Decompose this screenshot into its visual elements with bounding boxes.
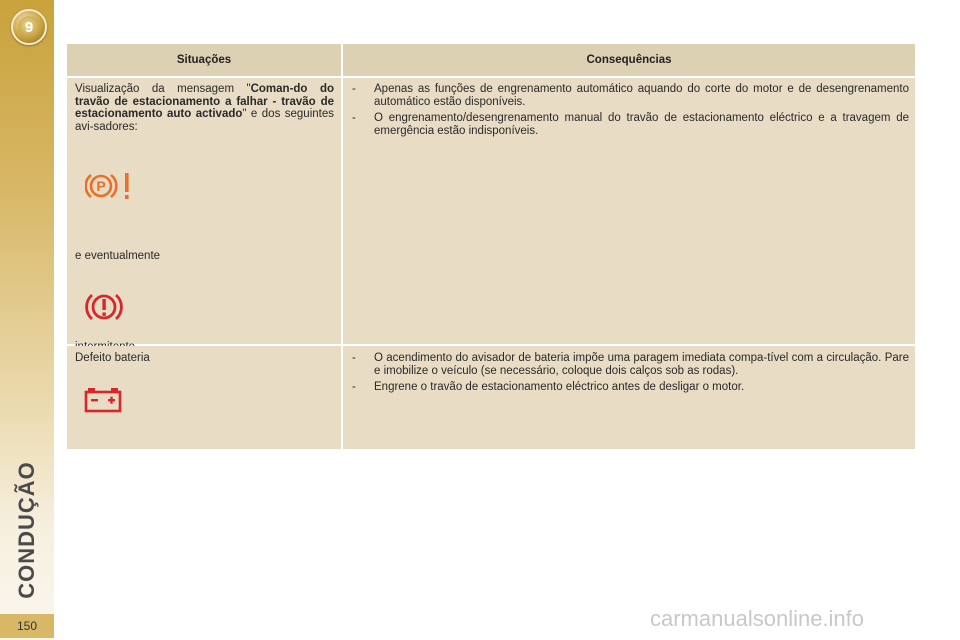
consequence-item: - Engrene o travão de estacionamento eléctrico antes de desligar o motor. bbox=[352, 381, 745, 393]
header-consequences: Consequências bbox=[343, 44, 915, 76]
svg-text:P: P bbox=[96, 178, 106, 194]
watermark: carmanualsonline.info bbox=[650, 606, 865, 631]
consequence-cell-parking-brake bbox=[343, 78, 915, 344]
consequence-cell-battery bbox=[343, 346, 915, 449]
situation-cell-parking-brake bbox=[67, 78, 341, 344]
chapter-side-tab bbox=[0, 0, 54, 640]
warnings-table bbox=[67, 44, 915, 449]
chapter-title-text: CONDUÇÃO bbox=[14, 461, 39, 599]
parking-brake-warning-icon bbox=[85, 170, 135, 202]
situation-battery-text: Defeito bateria bbox=[75, 352, 150, 364]
consequence-item: - O engrenamento/desengrenamento manual do travão de estacionamento eléctrico e a travagem de emergência estão indisponíveis. bbox=[352, 112, 909, 137]
chapter-badge bbox=[11, 9, 47, 45]
consequence-item: - Apenas as funções de engrenamento automático aquando do corte do motor e de desengrenamento automático estão disponíveis. bbox=[352, 83, 909, 108]
consequence-item: - O acendimento do avisador de bateria impõe uma paragem imediata compa-tível com a circulação. Pare e imobilize o veículo (se necessário, coloque dois calços sob as rodas). bbox=[352, 352, 909, 377]
situation-eventually-label: e eventualmente bbox=[75, 250, 161, 262]
page-number: 150 bbox=[0, 614, 54, 638]
chapter-title bbox=[8, 455, 46, 605]
chapter-number: 9 bbox=[18, 16, 40, 38]
situation-message: Visualização da mensagem "Coman-do do travão de estacionamento a falhar - travão de estacionamento auto activado" e dos seguintes avi-sadores: bbox=[75, 83, 334, 133]
situation-cell-battery bbox=[67, 346, 341, 449]
message-text: Coman-do do travão de estacionamento a falhar - travão de estacionamento auto activado bbox=[75, 83, 334, 120]
header-situations: Situações bbox=[67, 44, 341, 76]
brake-warning-icon bbox=[85, 290, 123, 324]
battery-warning-icon bbox=[84, 386, 124, 414]
